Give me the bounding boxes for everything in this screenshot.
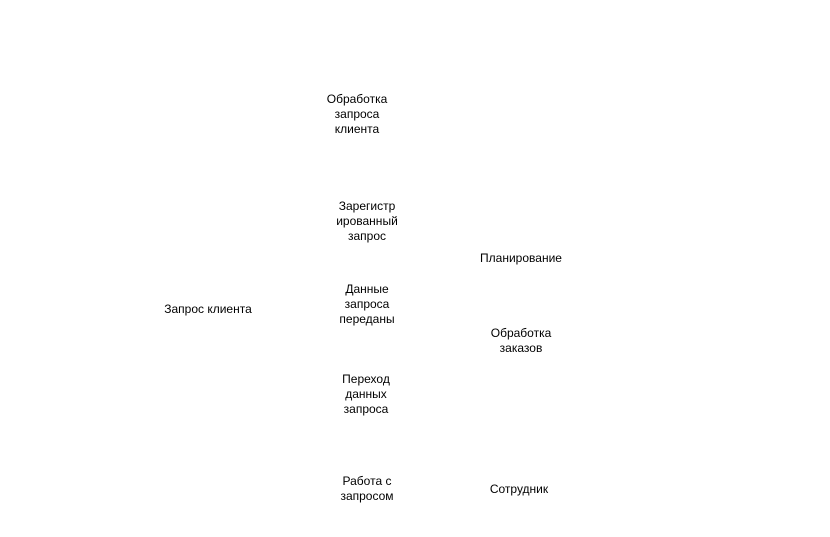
node-label-line: Планирование xyxy=(480,251,562,265)
node-label-line: Обработка xyxy=(490,326,552,340)
work-with-request-node xyxy=(322,474,412,504)
node-label-line: ированный xyxy=(336,214,398,228)
node-label-line: клиента xyxy=(334,122,380,136)
order-processing-node xyxy=(476,326,566,356)
planning-node xyxy=(466,251,576,266)
node-label-line: Работа с xyxy=(342,474,392,488)
request-data-sent-node xyxy=(322,282,412,327)
node-label-line: запрос xyxy=(347,229,387,243)
node-label-line: Зарегистр xyxy=(338,199,396,213)
node-label-line: запроса xyxy=(334,107,380,121)
node-label-line: Запрос клиента xyxy=(164,302,252,316)
node-label-line: Обработка xyxy=(326,92,388,106)
node-label-line: запроса xyxy=(343,402,389,416)
request-data-transfer-node xyxy=(321,372,411,417)
node-label-line: Сотрудник xyxy=(489,482,549,496)
node-label-line: Данные xyxy=(345,282,389,296)
node-label-line: переданы xyxy=(339,312,395,326)
client-request-node xyxy=(148,302,268,317)
node-label-line: запросом xyxy=(340,489,394,503)
employee-node xyxy=(474,482,564,497)
process-request-node xyxy=(312,92,402,137)
node-label-line: данных xyxy=(345,387,387,401)
node-label-line: заказов xyxy=(499,341,543,355)
registered-request-node xyxy=(322,199,412,244)
node-label-line: запроса xyxy=(344,297,390,311)
node-label-line: Переход xyxy=(342,372,390,386)
